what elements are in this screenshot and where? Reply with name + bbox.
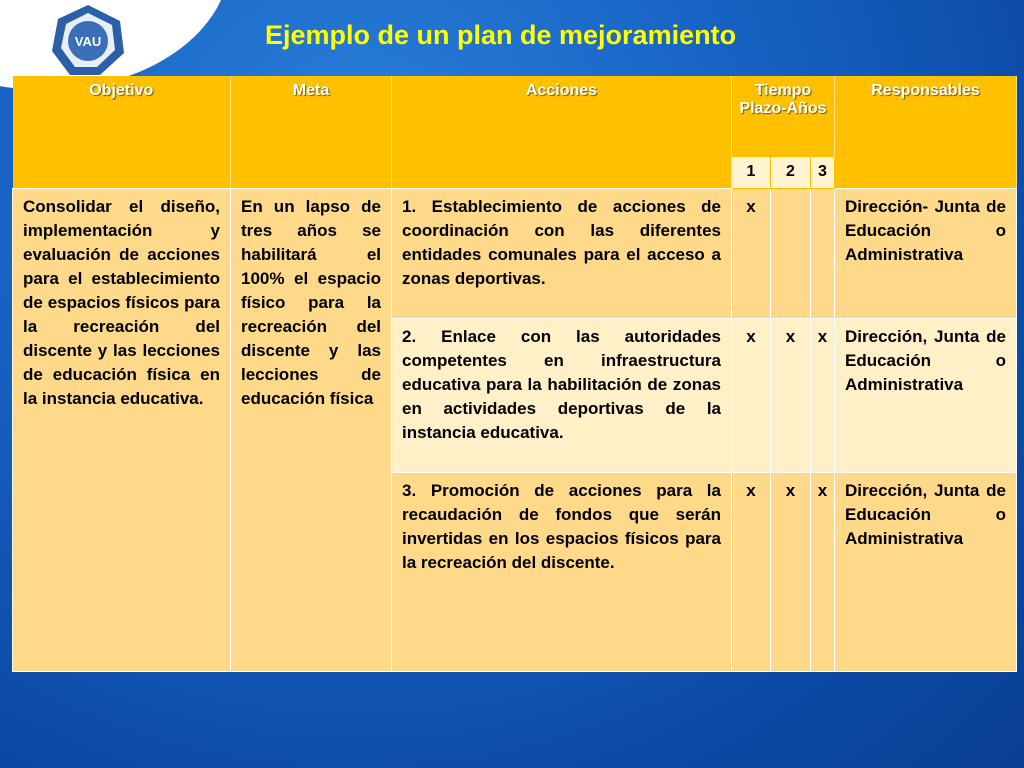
- year-1-mark: x: [732, 188, 771, 318]
- header-responsables: Responsables: [835, 76, 1017, 188]
- year-2-mark: x: [771, 472, 811, 672]
- accion-cell: 1. Establecimiento de acciones de coordinación con las diferentes entidades comunales para el acceso a zonas deportivas.: [392, 188, 732, 318]
- objetivo-cell: Consolidar el diseño, implementación y evaluación de acciones para el establecimiento de espacios físicos para la recreación del discente y las lecciones de educación física en la instancia educativa.: [13, 188, 231, 672]
- slide-title: Ejemplo de un plan de mejoramiento: [265, 20, 737, 50]
- logo-text: VAU: [74, 34, 102, 49]
- accion-cell: 3. Promoción de acciones para la recaudación de fondos que serán invertidas en los espacios físicos para la recreación del discente.: [392, 472, 732, 672]
- responsables-cell: Dirección, Junta de Educación o Administrativa: [835, 318, 1017, 472]
- year-3-mark: x: [811, 318, 835, 472]
- header-year-1: 1: [732, 156, 771, 188]
- header-objetivo: Objetivo: [13, 76, 231, 188]
- header-year-2: 2: [771, 156, 811, 188]
- year-3-mark: x: [811, 472, 835, 672]
- table-row: [13, 188, 1017, 318]
- accion-cell: 2. Enlace con las autoridades competentes en infraestructura educativa para la habilitación de zonas en actividades deportivas de la instancia educativa.: [392, 318, 732, 472]
- improvement-plan-table: [12, 76, 1017, 672]
- header-acciones: Acciones: [392, 76, 732, 188]
- responsables-cell: Dirección, Junta de Educación o Administrativa: [835, 472, 1017, 672]
- header-meta: Meta: [231, 76, 392, 188]
- year-2-mark: x: [771, 318, 811, 472]
- vau-logo-icon: [50, 3, 126, 77]
- header-year-3: 3: [811, 156, 835, 188]
- year-1-mark: x: [732, 318, 771, 472]
- year-3-mark: [811, 188, 835, 318]
- year-1-mark: x: [732, 472, 771, 672]
- header-tiempo: Tiempo Plazo-Años: [732, 76, 835, 156]
- meta-cell: En un lapso de tres años se habilitará el 100% el espacio físico para la recreación del discente y las lecciones de educación física: [231, 188, 392, 672]
- responsables-cell: Dirección- Junta de Educación o Administrativa: [835, 188, 1017, 318]
- year-2-mark: [771, 188, 811, 318]
